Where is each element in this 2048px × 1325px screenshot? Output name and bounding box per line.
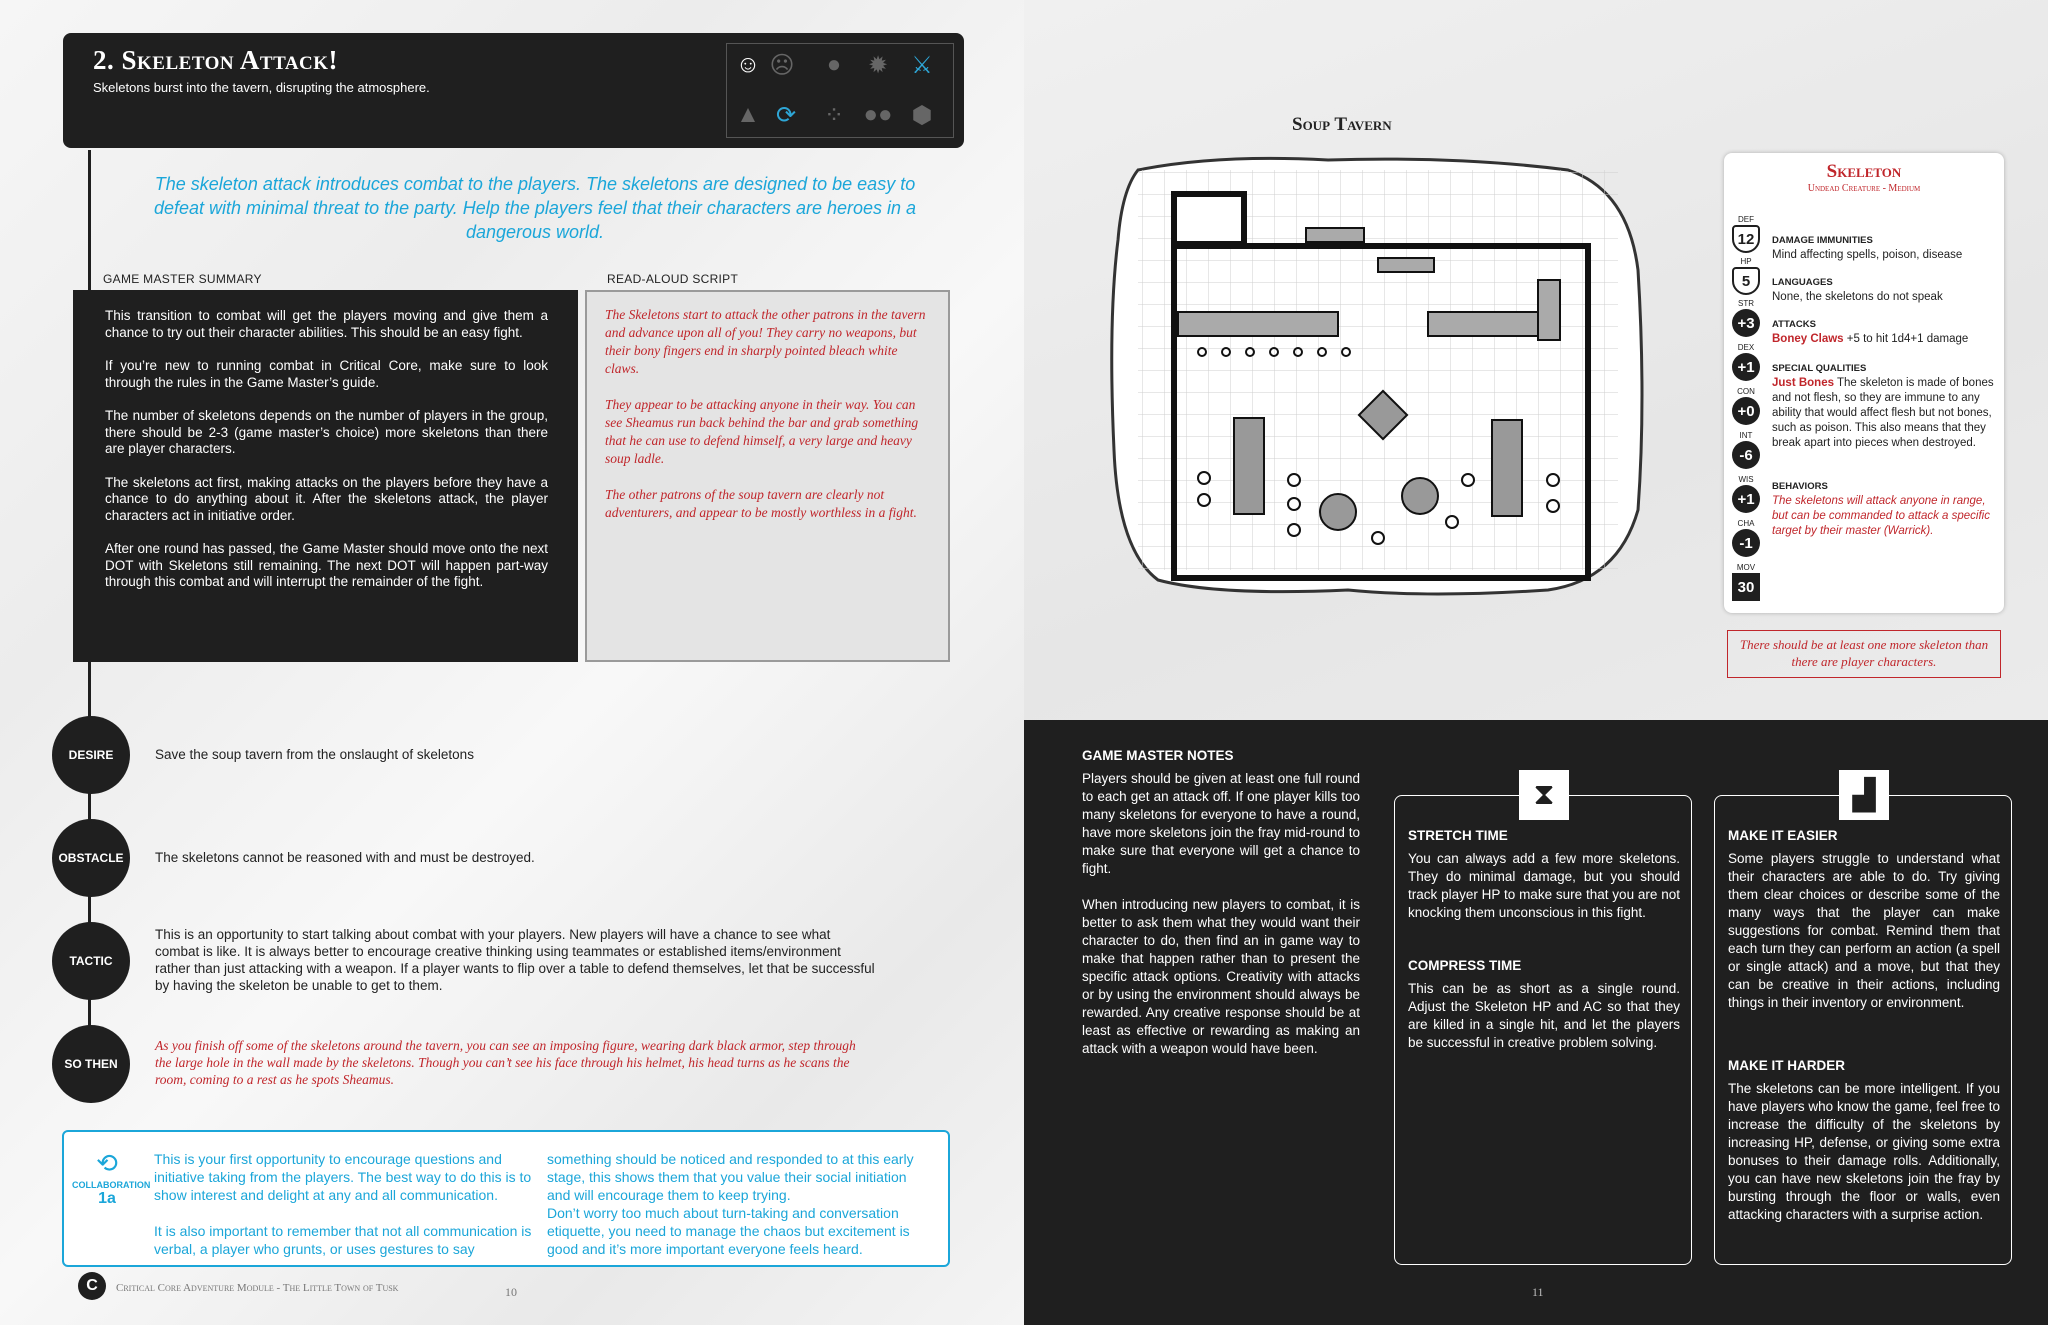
- ability-str: [1732, 299, 1760, 337]
- dot-obstacle-text: The skeletons cannot be reasoned with and must be destroyed.: [155, 850, 535, 865]
- ability-int: [1732, 431, 1760, 469]
- dot-so-then-text: As you finish off some of the skeletons around the tavern, you can see an imposing figure, wearing dark black armor, step through the large hole in the wall made by the skeletons. Though you can’t see his face through his helmet, his head turns as he scans the room, coming to a rest as he spots Sheamus.: [155, 1038, 856, 1087]
- ability-hp-value: 5: [1732, 267, 1760, 295]
- damage-immunities: [1772, 233, 1997, 263]
- special-name: Just Bones: [1772, 377, 1834, 389]
- explosion-icon: ✹: [867, 51, 889, 79]
- read-aloud-p3: The other patrons of the soup tavern are clearly not adventurers, and appear to be mostly worthless in a fight.: [605, 487, 917, 520]
- read-aloud-p2: They appear to be attacking anyone in their way. You can see Sheamus run back behind the bar and grab something that he can use to defend himself, a very large and heavy soup ladle.: [605, 397, 919, 466]
- compress-time-title: COMPRESS TIME: [1408, 958, 1522, 973]
- stretch-time-text: You can always add a few more skeletons. They do minimal damage, but you should track player HP to make sure that you are not knocking them unconscious in this fight.: [1408, 851, 1680, 920]
- languages: [1772, 275, 1997, 305]
- ability-wis: [1732, 475, 1760, 513]
- stat-block-name: Skeleton: [1826, 161, 1902, 182]
- gm-summary-box: [73, 290, 578, 662]
- critical-core-logo: C: [78, 1272, 106, 1300]
- ability-cha-value: -1: [1732, 529, 1760, 557]
- neutral-face-icon: ☹: [769, 51, 795, 79]
- damage-immunities-heading: DAMAGE IMMUNITIES: [1772, 235, 1873, 246]
- read-aloud-label: READ-ALOUD SCRIPT: [607, 272, 739, 286]
- ability-dex-value: +1: [1732, 353, 1760, 381]
- languages-text: None, the skeletons do not speak: [1772, 291, 1943, 303]
- collaboration-icon: ⟲: [96, 1148, 118, 1178]
- triangle-icon: ▲: [736, 101, 760, 128]
- collaboration-badge: [72, 1148, 151, 1208]
- tavern-map: [1098, 150, 1658, 600]
- ability-def-label: DEF: [1738, 215, 1754, 224]
- special-qualities-heading: SPECIAL QUALITIES: [1772, 363, 1867, 374]
- ability-wis-value: +1: [1732, 485, 1760, 513]
- gm-summary-p2: If you’re new to running combat in Critical Core, make sure to look through the rules in the Game Master’s guide.: [105, 358, 548, 390]
- ability-con-label: CON: [1737, 387, 1755, 396]
- special-line: [1772, 376, 1997, 451]
- ability-mov-label: MOV: [1736, 563, 1756, 572]
- ability-dex: [1732, 343, 1760, 381]
- behaviors-heading: BEHAVIORS: [1772, 481, 1828, 492]
- collaboration-c2-p1: something should be noticed and responded to at this early stage, this shows them that you value their social initiation and will encourage them to keep trying.: [547, 1151, 914, 1203]
- collaboration-c2-p2: Don’t worry too much about turn-taking and conversation etiquette, you need to manage the chaos but excitement is good and it’s more important everyone feels heard.: [547, 1205, 910, 1257]
- gm-notes-body: [1082, 770, 1360, 1076]
- map-title: Soup Tavern: [1292, 114, 1392, 135]
- languages-heading: LANGUAGES: [1772, 277, 1833, 288]
- ability-mov-value: 30: [1732, 573, 1760, 601]
- stairs-icon: ▟: [1839, 770, 1889, 820]
- ability-dex-label: DEX: [1737, 343, 1755, 352]
- cycle-arrows-icon: ⟳: [775, 101, 797, 129]
- ability-int-value: -6: [1732, 441, 1760, 469]
- ability-cha: [1732, 519, 1760, 557]
- attack-text: +5 to hit 1d4+1 damage: [1846, 333, 1969, 345]
- read-aloud-box: [585, 290, 950, 662]
- page-number-right: 11: [1532, 1285, 1544, 1299]
- ability-mov: [1732, 563, 1760, 601]
- scene-title: 2. Skeleton Attack!: [93, 45, 339, 75]
- damage-immunities-text: Mind affecting spells, poison, disease: [1772, 249, 1963, 261]
- dot-tactic: TACTIC: [52, 922, 130, 1000]
- make-easier-text: Some players struggle to understand what their characters are able to do. Try giving them clear choices or describe some of the many ways that the player can make suggestions for combat. Remind them that each turn they can perform an action (a spell or single attack) and a move, but that they can be creative in their actions, including things in their inventory or environment.: [1728, 851, 2000, 1010]
- ability-con-value: +0: [1732, 397, 1760, 425]
- mask-icon: ⬢: [911, 101, 933, 129]
- difficulty-card: [1714, 778, 2012, 1265]
- two-heads-icon: ●●: [863, 101, 893, 128]
- behaviors-text: The skeletons will attack anyone in range, but can be commanded to attack a specific target by their master (Warrick).: [1772, 495, 1990, 537]
- crossed-swords-icon: ⚔: [911, 51, 933, 79]
- gm-notes-p1: Players should be given at least one full round to each get an attack off. If one player kills too many skeletons for everyone to have a round, have more skeletons join the fray mid-round to make sure that everyone will get a chance to fight.: [1082, 771, 1360, 876]
- collaboration-label: COLLABORATION: [72, 1180, 151, 1190]
- page-number-left: 10: [505, 1285, 517, 1299]
- ability-def: [1732, 215, 1760, 253]
- attacks-heading: ATTACKS: [1772, 319, 1816, 330]
- gm-summary-p1: This transition to combat will get the players moving and give them a chance to try out their character abilities. This should be an easy fight.: [105, 308, 548, 340]
- ability-hp-label: HP: [1740, 257, 1752, 266]
- behaviors: [1772, 479, 1997, 539]
- ability-int-label: INT: [1739, 431, 1753, 440]
- gm-summary-p5: After one round has passed, the Game Master should move onto the next DOT with Skeletons still remaining. The next DOT will happen part-way through this combat and will interrupt the remainder of the fight.: [105, 541, 548, 589]
- ability-wis-label: WIS: [1738, 475, 1754, 484]
- dot-so-then: SO THEN: [52, 1025, 130, 1103]
- attack-name: Boney Claws: [1772, 333, 1844, 345]
- special-text: The skeleton is made of bones and not flesh, so they are immune to any ability that would affect flesh but not bones, such as poison. This also means that they break apart into pieces when destroyed.: [1772, 377, 1994, 449]
- collaboration-box: [62, 1130, 950, 1267]
- right-page: [1024, 0, 2048, 1325]
- attacks: [1772, 317, 1997, 347]
- smile-icon: ☺: [735, 51, 761, 78]
- skeleton-stat-block: [1724, 153, 2004, 613]
- dot-obstacle: OBSTACLE: [52, 819, 130, 897]
- gm-summary-label: GAME MASTER SUMMARY: [103, 272, 262, 286]
- dots-grid-icon: ⁘: [823, 101, 845, 129]
- special-qualities: [1772, 361, 1997, 451]
- make-easier-title: MAKE IT EASIER: [1728, 828, 1838, 843]
- dot-tactic-text: This is an opportunity to start talking about combat with your players. New players will have a chance to see what combat is like. It is always better to encourage creative thinking using teammates or established items/environment rather than just attacking with a weapon. If a player wants to flip over a table to defend themselves, let that be successful by having the skeleton be unable to get to them.: [155, 927, 875, 993]
- collaboration-c1-p1: This is your first opportunity to encourage questions and initiative taking from the players. The best way to do this is to show interest and delight at any and all communication.: [154, 1151, 532, 1203]
- scene-icon-grid: [726, 43, 954, 138]
- ability-str-value: +3: [1732, 309, 1760, 337]
- gm-notes-panel: [1024, 720, 2048, 1325]
- stretch-time-card: [1394, 778, 1692, 1265]
- gm-summary-p3: The number of skeletons depends on the number of players in the group, there should be 2-3 (game master’s choice) more skeletons than there are player characters.: [105, 408, 548, 456]
- attack-line: [1772, 332, 1997, 347]
- gm-notes-p2: When introducing new players to combat, it is better to ask them what they would want their character to do, then find an in game way to make that happen rather than to present the specific attack options. Creativity with attacks or by using the environment should always be rewarded. Any creative response should be at least as effective or rewarding as making an attack with a weapon would have been.: [1082, 897, 1360, 1056]
- collaboration-col-2: [547, 1150, 927, 1276]
- dot-desire: DESIRE: [52, 716, 130, 794]
- speech-bubble-icon: ●: [826, 51, 842, 78]
- collaboration-c1-p2: It is also important to remember that not all communication is verbal, a player who grunts, or uses gestures to say: [154, 1223, 532, 1257]
- dot-desire-text: Save the soup tavern from the onslaught of skeletons: [155, 747, 474, 762]
- skeleton-count-note: There should be at least one more skeleton than there are player characters.: [1727, 630, 2001, 678]
- make-harder-text: The skeletons can be more intelligent. If you have players who know the game, feel free to increase the difficulty of the skeletons by increasing HP, defense, or giving some extra bonuses to their damage rolls. Additionally, you can have new skeletons join the fray by bursting through the floor or walls, even attacking characters with a surprise action.: [1728, 1081, 2000, 1222]
- scene-header: [63, 33, 964, 148]
- footer-text: Critical Core Adventure Module - The Little Town of Tusk: [116, 1282, 399, 1294]
- gm-summary-p4: The skeletons act first, making attacks on the players before they have a chance to do anything about it. After the skeletons attack, the player characters act in initiative order.: [105, 474, 548, 523]
- tavern-map-drawing: [1098, 150, 1658, 600]
- read-aloud-p1: The Skeletons start to attack the other patrons in the tavern and advance upon all of you! They carry no weapons, but their bony fingers end in sharply pointed bleach white claws.: [605, 307, 926, 376]
- ability-def-value: 12: [1732, 225, 1760, 253]
- scene-intro: The skeleton attack introduces combat to the players. The skeletons are designed to be easy to defeat with minimal threat to the party. Help the players feel that their characters are heroes in a dangerous world.: [153, 174, 917, 242]
- stat-block-type: Undead Creature - Medium: [1807, 183, 1921, 194]
- ability-str-label: STR: [1738, 299, 1754, 308]
- collaboration-code: 1a: [98, 1190, 116, 1207]
- scene-subtitle: Skeletons burst into the tavern, disrupting the atmosphere.: [93, 80, 430, 95]
- ability-hp: [1732, 257, 1760, 295]
- gm-notes-title: GAME MASTER NOTES: [1082, 748, 1234, 763]
- ability-cha-label: CHA: [1737, 519, 1755, 528]
- hourglass-icon: ⧗: [1519, 770, 1569, 820]
- ability-con: [1732, 387, 1760, 425]
- collaboration-col-1: [154, 1150, 534, 1276]
- make-harder-title: MAKE IT HARDER: [1728, 1058, 1845, 1073]
- compress-time-text: This can be as short as a single round. Adjust the Skeleton HP and AC so that they are killed in a single hit, and let the players be successful in creative problem solving.: [1408, 981, 1680, 1050]
- stretch-time-title: STRETCH TIME: [1408, 828, 1508, 843]
